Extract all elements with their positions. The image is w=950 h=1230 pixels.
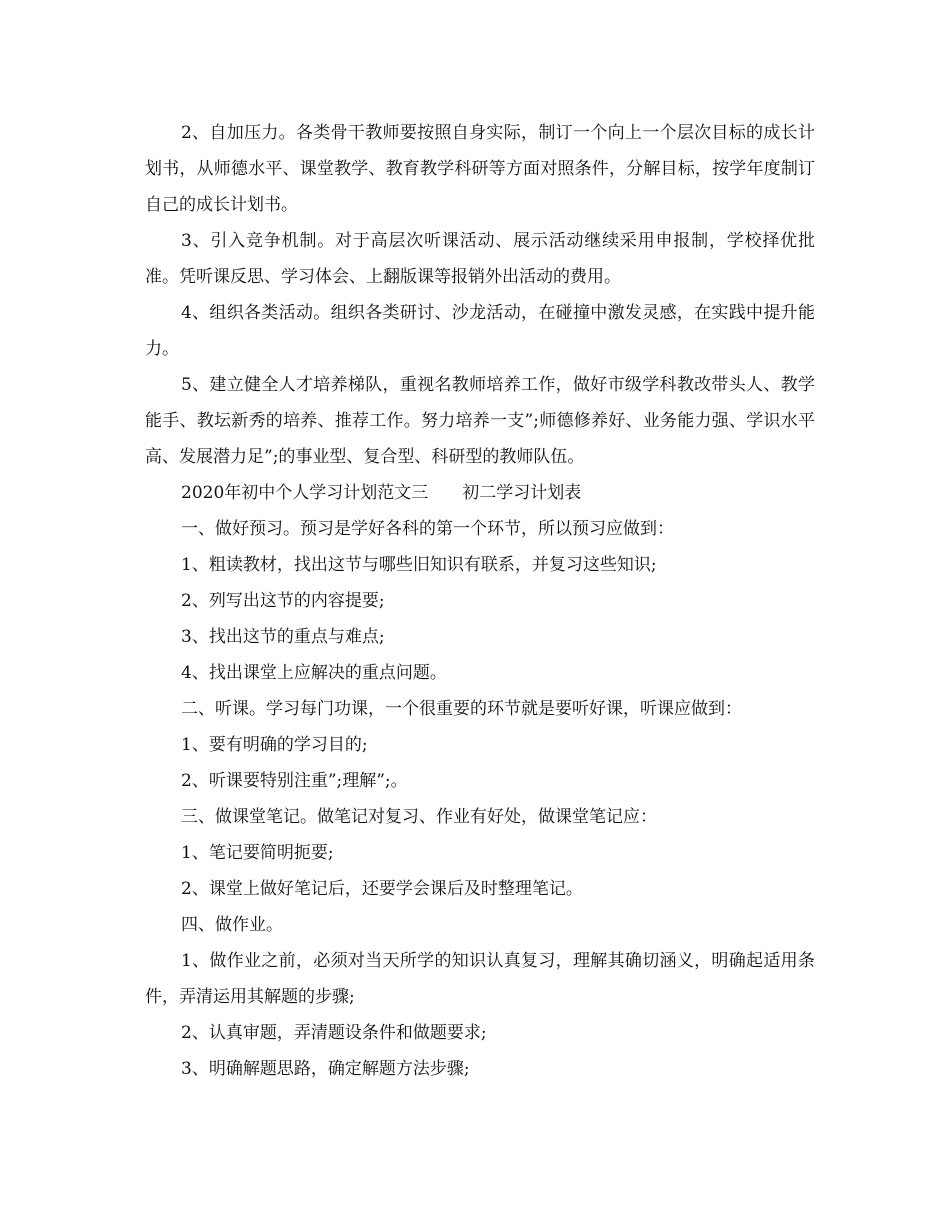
paragraph: 3、引入竞争机制。对于高层次听课活动、展示活动继续采用申报制，学校择优批准。凭听课反思、学习体会、上翻版课等报销外出活动的费用。 xyxy=(145,231,815,287)
document-body xyxy=(145,115,815,1087)
list-item: 2、认真审题，弄清题设条件和做题要求; xyxy=(181,1023,487,1043)
paragraph: 一、做好预习。预习是学好各科的第一个环节，所以预习应做到： xyxy=(181,519,674,539)
paragraph: 四、做作业。 xyxy=(181,915,283,935)
list-item: 1、做作业之前，必须对当天所学的知识认真复习，理解其确切涵义，明确起适用条件，弄清运用其解题的步骤; xyxy=(145,951,815,1007)
paragraph: 2、自加压力。各类骨干教师要按照自身实际，制订一个向上一个层次目标的成长计划书，从师德水平、课堂教学、教育教学科研等方面对照条件，分解目标，按学年度制订自己的成长计划书。 xyxy=(145,123,815,215)
paragraph: 5、建立健全人才培养梯队，重视名教师培养工作，做好市级学科教改带头人、教学能手、教坛新秀的培养、推荐工作。努力培养一支”;师德修养好、业务能力强、学识水平高、发展潜力足”;的事业型、复合型、科研型的教师队伍。 xyxy=(145,375,815,467)
list-item: 3、找出这节的重点与难点; xyxy=(181,627,385,647)
paragraph: 二、听课。学习每门功课，一个很重要的环节就是要听好课，听课应做到： xyxy=(181,699,742,719)
list-item: 1、笔记要简明扼要; xyxy=(181,843,334,863)
paragraph: 4、组织各类活动。组织各类研讨、沙龙活动，在碰撞中激发灵感，在实践中提升能力。 xyxy=(145,303,815,359)
list-item: 2、课堂上做好笔记后，还要学会课后及时整理笔记。 xyxy=(181,879,583,899)
list-item: 4、找出课堂上应解决的重点问题。 xyxy=(181,663,447,683)
list-item: 2、听课要特别注重”;理解”;。 xyxy=(181,771,408,791)
list-item: 3、明确解题思路，确定解题方法步骤; xyxy=(181,1059,470,1079)
paragraph: 三、做课堂笔记。做笔记对复习、作业有好处，做课堂笔记应： xyxy=(181,807,657,827)
list-item: 1、要有明确的学习目的; xyxy=(181,735,368,755)
list-item: 2、列写出这节的内容提要; xyxy=(181,591,385,611)
section-heading: 2020年初中个人学习计划范文三 初二学习计划表 xyxy=(181,483,582,503)
list-item: 1、粗读教材，找出这节与哪些旧知识有联系，并复习这些知识; xyxy=(181,555,657,575)
